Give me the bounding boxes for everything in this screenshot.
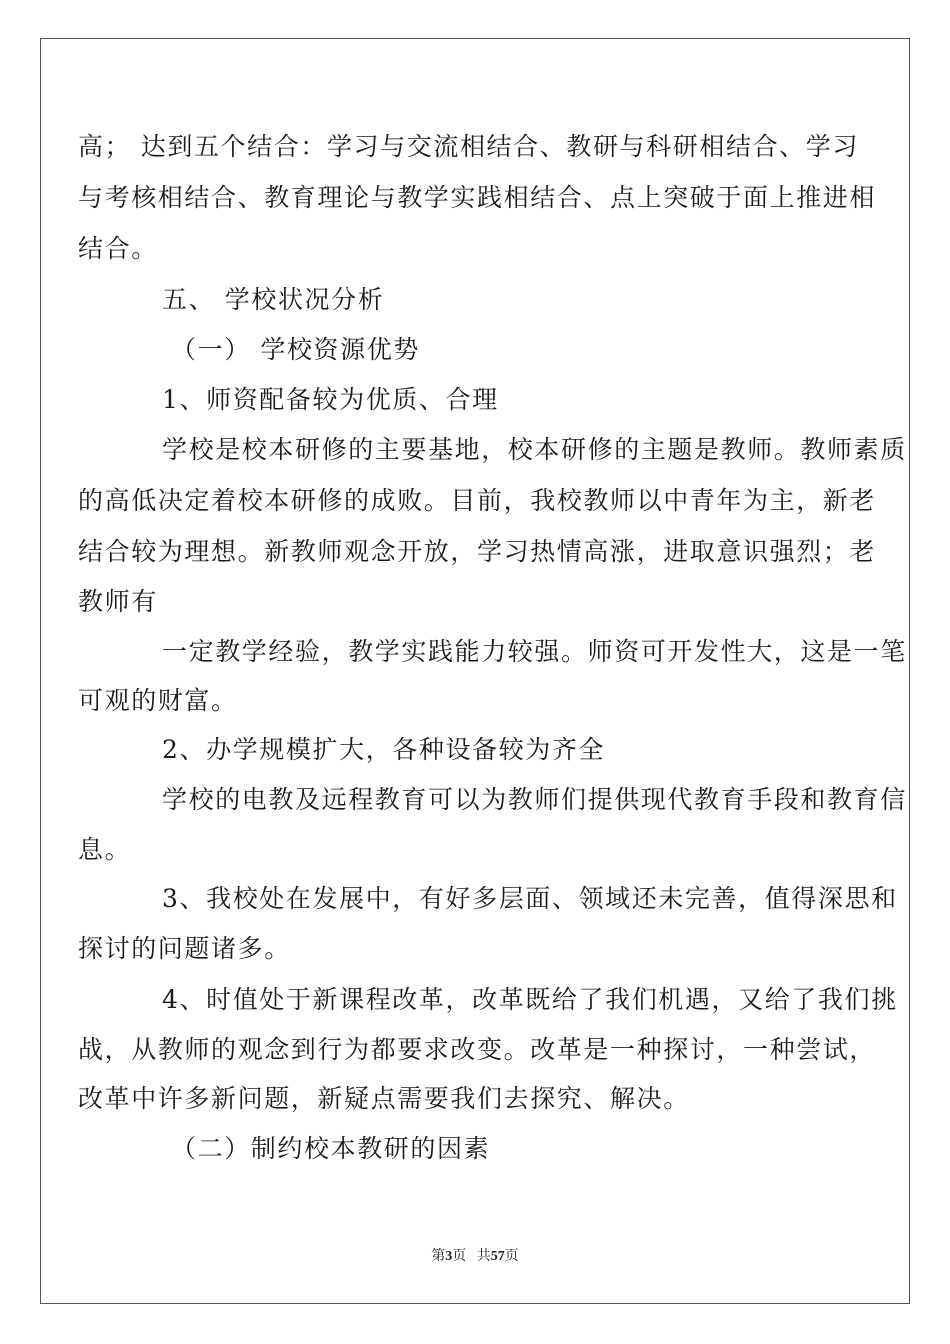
footer-total-prefix: 共 bbox=[476, 1249, 491, 1264]
text-line: 改革中许多新问题，新疑点需要我们去探究、解决。 bbox=[78, 1084, 690, 1113]
text-line: 4、时值处于新课程改革，改革既给了我们机遇，又给了我们挑 bbox=[162, 985, 898, 1014]
text-line: 探讨的问题诸多。 bbox=[78, 934, 291, 963]
text-line: 一定教学经验，教学实践能力较强。师资可开发性大，这是一笔 bbox=[162, 637, 907, 666]
text-line: 结合。 bbox=[78, 234, 158, 263]
current-page-number: 3 bbox=[445, 1249, 453, 1264]
section-heading: 五、 学校状况分析 bbox=[162, 285, 385, 314]
text-line: 的高低决定着校本研修的成败。目前，我校教师以中青年为主，新老 bbox=[78, 486, 877, 515]
subsection-heading: （二）制约校本教研的因素 bbox=[171, 1134, 491, 1163]
text-line: 与考核相结合、教育理论与教学实践相结合、点上突破于面上推进相 bbox=[78, 183, 877, 212]
page-footer bbox=[0, 1249, 950, 1265]
footer-prefix: 第 bbox=[431, 1249, 446, 1264]
item-heading: 2、办学规模扩大，各种设备较为齐全 bbox=[162, 735, 606, 764]
text-line: 结合较为理想。新教师观念开放，学习热情高涨，进取意识强烈；老 bbox=[78, 537, 877, 566]
total-page-count: 57 bbox=[490, 1249, 505, 1264]
item-heading: 1、师资配备较为优质、合理 bbox=[162, 385, 499, 414]
text-line: 高； 达到五个结合：学习与交流相结合、教研与科研相结合、学习 bbox=[78, 132, 859, 161]
text-line: 学校是校本研修的主要基地，校本研修的主题是教师。教师素质 bbox=[162, 435, 907, 464]
text-line: 息。 bbox=[78, 835, 132, 864]
text-line: 教师有 bbox=[78, 587, 158, 616]
text-line: 学校的电教及远程教育可以为教师们提供现代教育手段和教育信 bbox=[162, 785, 907, 814]
text-line: 3、我校处在发展中，有好多层面、领域还未完善，值得深思和 bbox=[162, 884, 898, 913]
text-line: 可观的财富。 bbox=[78, 686, 238, 715]
footer-page-suffix: 页 bbox=[452, 1249, 467, 1264]
footer-total-suffix: 页 bbox=[504, 1249, 519, 1264]
text-line: 战，从教师的观念到行为都要求改变。改革是一种探讨，一种尝试， bbox=[78, 1035, 877, 1064]
page-border bbox=[40, 38, 910, 1304]
subsection-heading: （一） 学校资源优势 bbox=[171, 335, 420, 364]
